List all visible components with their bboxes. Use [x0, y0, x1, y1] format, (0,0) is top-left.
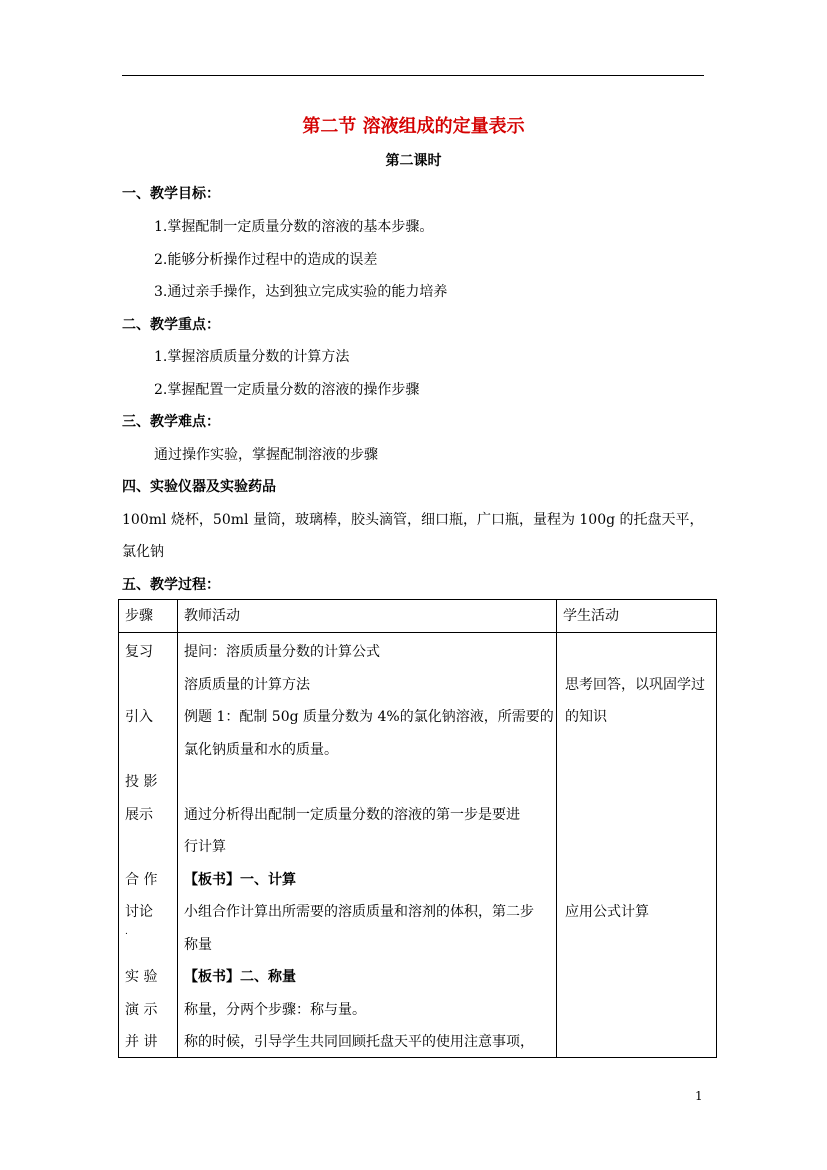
objectives-heading: 一、教学目标：: [122, 186, 220, 202]
teacher-line: 称量: [184, 937, 212, 953]
column-header: 教师活动: [178, 600, 557, 633]
key-points-heading: 二、教学重点：: [122, 317, 220, 333]
teacher-line: 行计算: [184, 839, 226, 855]
equipment-heading: 四、实验仪器及实验药品: [122, 479, 276, 495]
objective-item: 3.通过亲手操作，达到独立完成实验的能力培养: [154, 284, 448, 300]
equipment-text: 100ml 烧杯，50ml 量筒，玻璃棒，胶头滴管，细口瓶，广口瓶，量程为 100g 的托盘天平，: [122, 512, 704, 528]
teacher-line: 例题 1：配制 50g 质量分数为 4%的氯化钠溶液，所需要的: [184, 709, 554, 725]
objective-item: 1.掌握配制一定质量分数的溶液的基本步骤。: [154, 219, 434, 235]
student-line: 思考回答，以巩固学过: [565, 677, 705, 693]
column-header: 学生活动: [557, 600, 717, 633]
table-row: [119, 633, 717, 1058]
teacher-line: 称量，分两个步骤：称与量。: [184, 1002, 366, 1018]
teacher-activity-cell: [178, 633, 557, 1058]
process-table: [118, 599, 717, 1058]
teacher-line: 小组合作计算出所需要的溶质质量和溶剂的体积，第二步: [184, 904, 534, 920]
process-heading: 五、教学过程：: [122, 577, 220, 593]
objective-item: 2.能够分析操作过程中的造成的误差: [154, 252, 378, 268]
equipment-text: 氯化钠: [122, 544, 164, 560]
teacher-line: 通过分析得出配制一定质量分数的溶液的第一步是要进: [184, 807, 520, 823]
key-point-item: 2.掌握配置一定质量分数的溶液的操作步骤: [154, 382, 420, 398]
step-label: 演 示: [125, 1002, 158, 1018]
student-activity-cell: [557, 633, 717, 1058]
student-line: 应用公式计算: [565, 904, 649, 920]
step-label: 展示: [125, 807, 153, 823]
step-label: 复习: [125, 644, 153, 660]
step-label: 投 影: [125, 774, 158, 790]
teacher-line: 称的时候，引导学生共同回顾托盘天平的使用注意事项，: [184, 1034, 534, 1050]
teacher-board-note: 【板书】一、计算: [184, 872, 296, 888]
step-label: 并 讲: [125, 1034, 158, 1050]
step-label: 实 验: [125, 969, 158, 985]
page-title: 第二节 溶液组成的定量表示: [302, 116, 525, 137]
student-line: 的知识: [565, 709, 607, 725]
teacher-line: 提问：溶质质量分数的计算公式: [184, 644, 380, 660]
table-header-row: [119, 600, 717, 633]
difficulties-text: 通过操作实验，掌握配制溶液的步骤: [154, 447, 378, 463]
step-label: .: [125, 927, 128, 937]
step-label: 合 作: [125, 872, 158, 888]
difficulties-heading: 三、教学难点：: [122, 414, 220, 430]
key-point-item: 1.掌握溶质质量分数的计算方法: [154, 349, 350, 365]
steps-cell: [119, 633, 178, 1058]
teacher-line: 氯化钠质量和水的质量。: [184, 742, 338, 758]
page-number: 1: [695, 1089, 703, 1103]
teacher-line: 溶质质量的计算方法: [184, 677, 310, 693]
page-subtitle: 第二课时: [385, 153, 442, 169]
step-label: 引入: [125, 709, 153, 725]
header-rule: [122, 75, 704, 76]
step-label: 讨论: [125, 904, 153, 920]
teacher-board-note: 【板书】二、称量: [184, 969, 296, 985]
column-header: 步骤: [119, 600, 178, 633]
